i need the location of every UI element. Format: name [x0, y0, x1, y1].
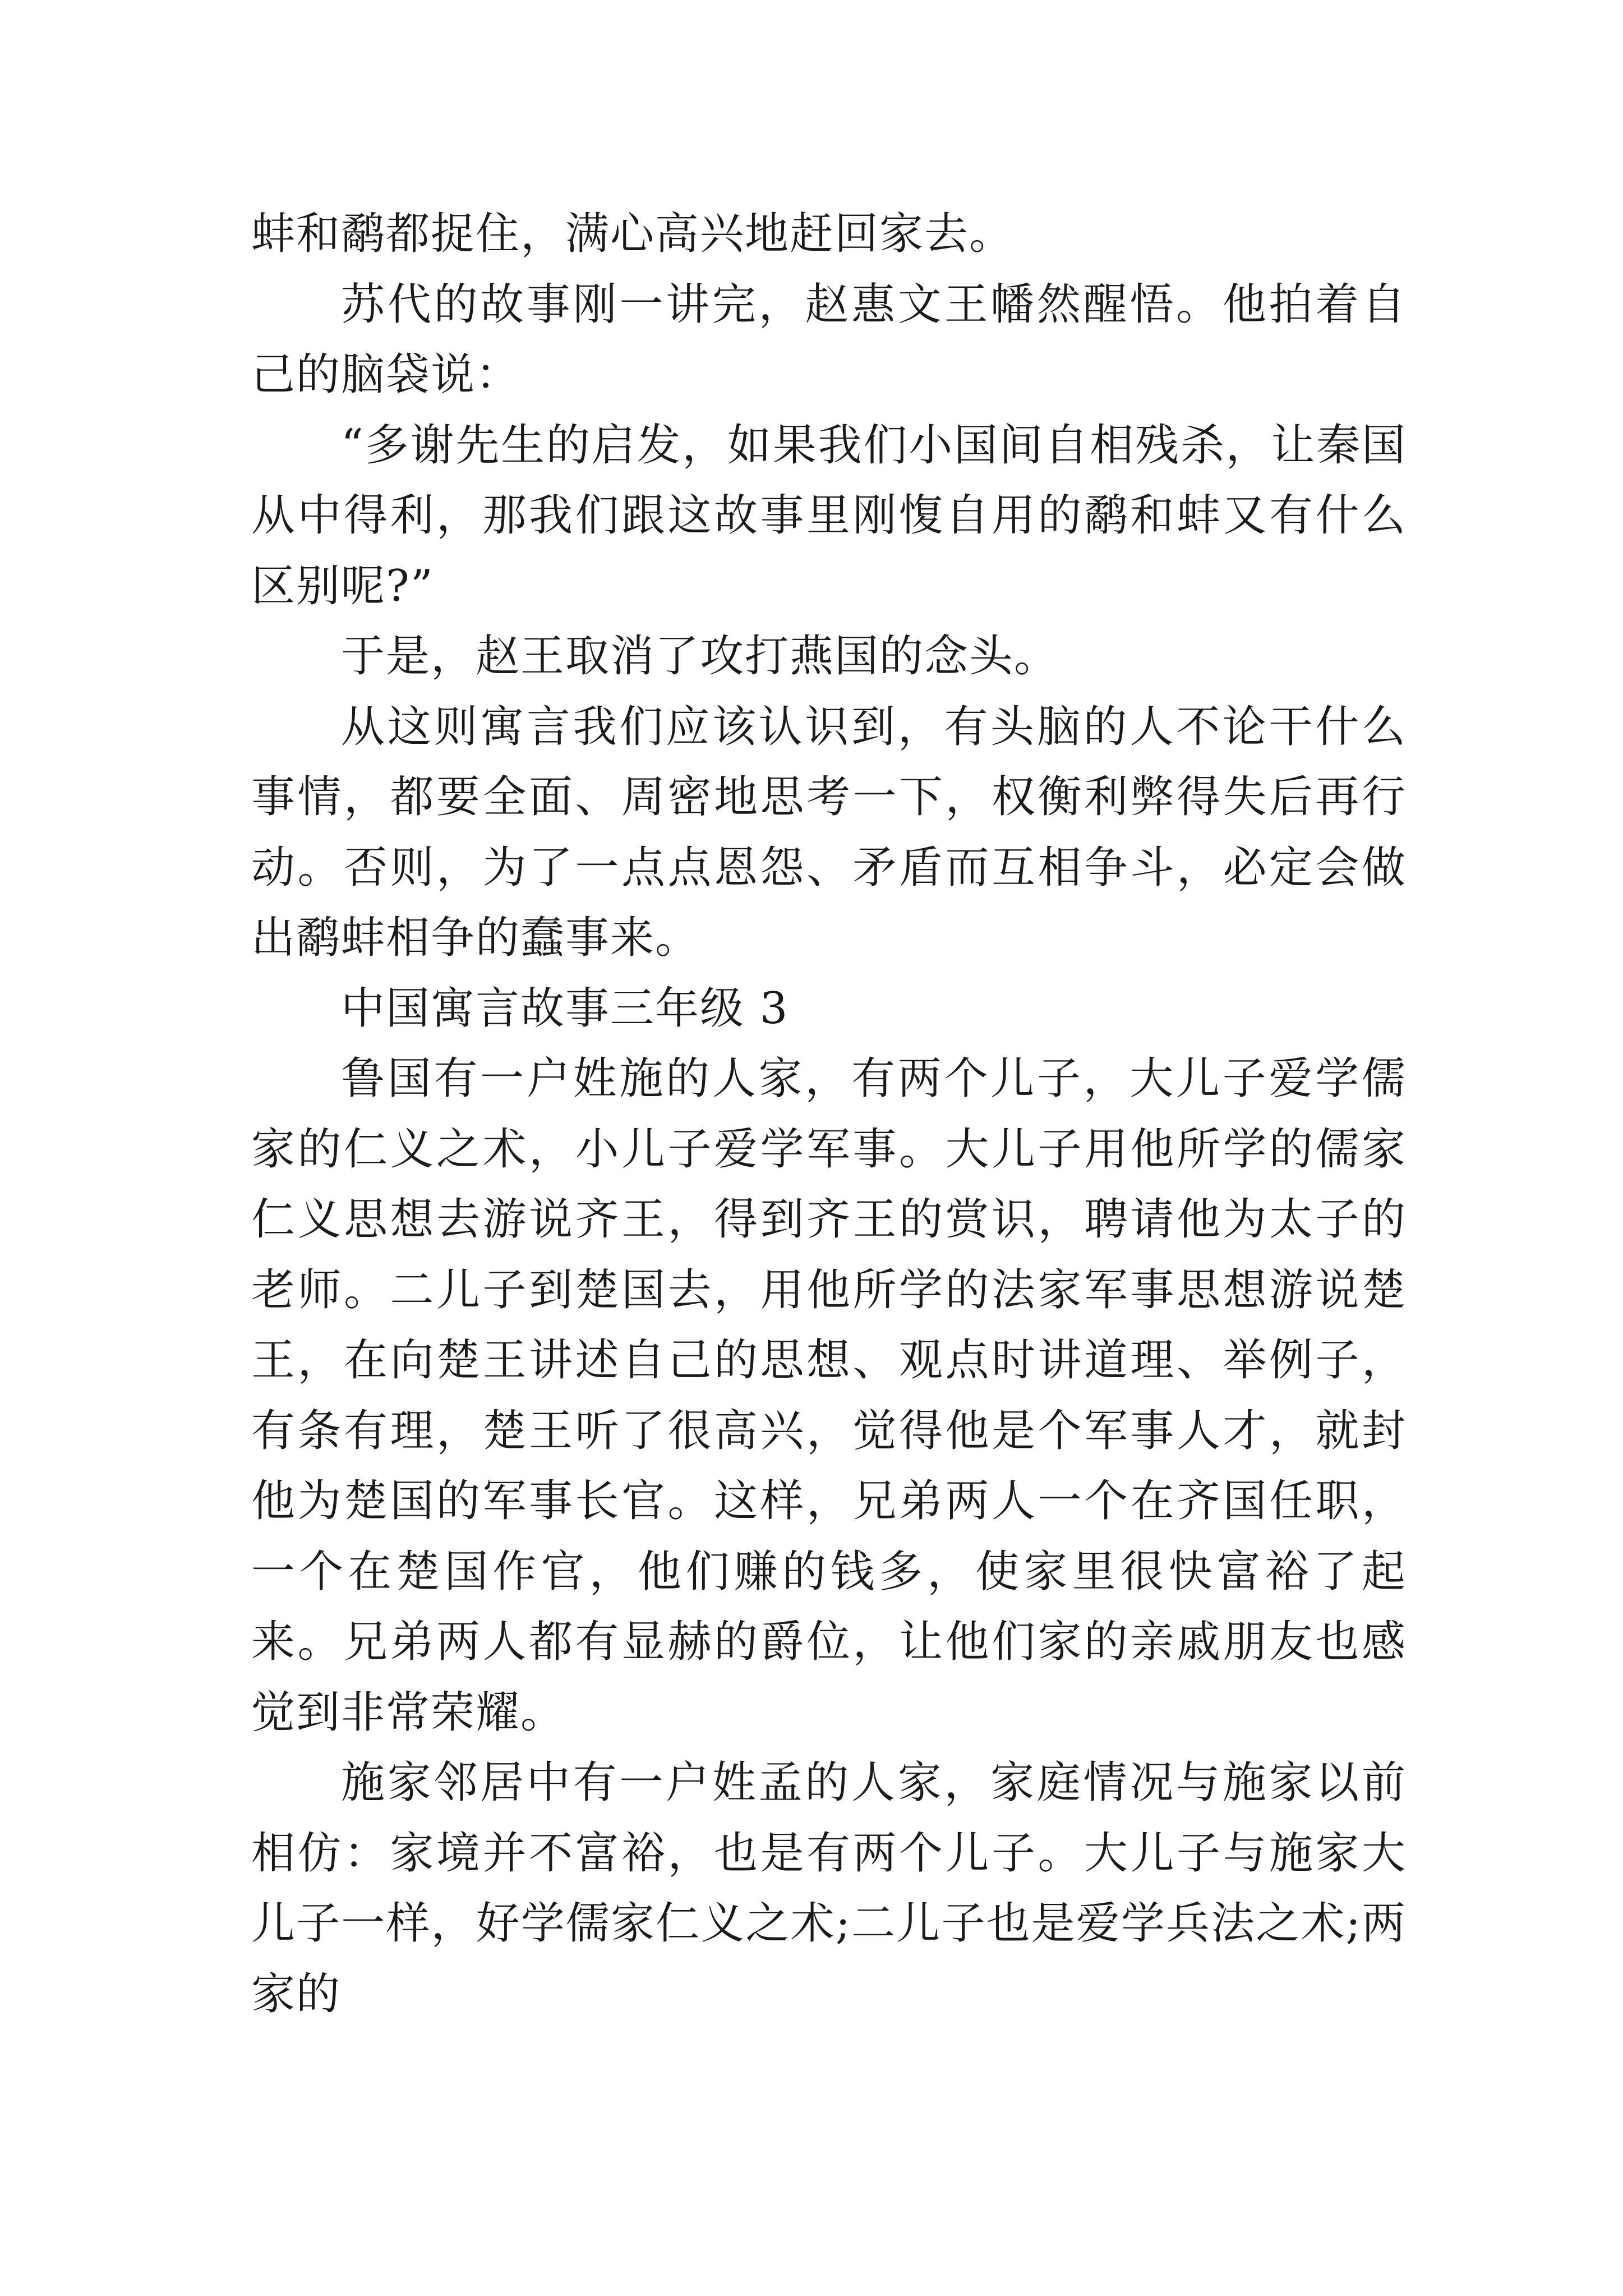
paragraph: 蚌和鹬都捉住，满心高兴地赶回家去。 [251, 209, 1015, 259]
paragraph: 鲁国有一户姓施的人家，有两个儿子，大儿子爱学儒家的仁义之术，小儿子爱学军事。大儿子用他所学的儒家仁义思想去游说齐王，得到齐王的赏识，聘请他为太子的老师。二儿子到楚国去，用他所学的法家军事思想游说楚王，在向楚王讲述自己的思想、观点时讲道理、举例子，有条有理，楚王听了很高兴，觉得他是个军事人才，就封他为楚国的军事长官。这样，兄弟两人一个在齐国任职，一个在楚国作官，他们赚的钱多，使家里很快富裕了起来。兄弟两人都有显赫的爵位，让他们家的亲戚朋友也感觉到非常荣耀。 [251, 1053, 1407, 1738]
paragraph: “多谢先生的启发，如果我们小国间自相残杀，让秦国从中得利，那我们跟这故事里刚愎自用的鹬和蚌又有什么区别呢?” [251, 420, 1407, 611]
paragraph: 苏代的故事刚一讲完，赵惠文王幡然醒悟。他拍着自己的脑袋说： [251, 279, 1407, 400]
paragraph: 从这则寓言我们应该认识到，有头脑的人不论干什么事情，都要全面、周密地思考一下，权衡利弊得失后再行动。否则，为了一点点恩怨、矛盾而互相争斗，必定会做出鹬蚌相争的蠢事来。 [251, 701, 1407, 963]
section-heading: 中国寓言故事三年级 3 [341, 983, 789, 1034]
paragraph: 于是，赵王取消了攻打燕国的念头。 [341, 631, 1059, 682]
paragraph: 施家邻居中有一户姓孟的人家，家庭情况与施家以前相仿：家境并不富裕，也是有两个儿子。大儿子与施家大儿子一样，好学儒家仁义之术;二儿子也是爱学兵法之术;两家的 [251, 1757, 1407, 2019]
body-text [251, 199, 1407, 2030]
